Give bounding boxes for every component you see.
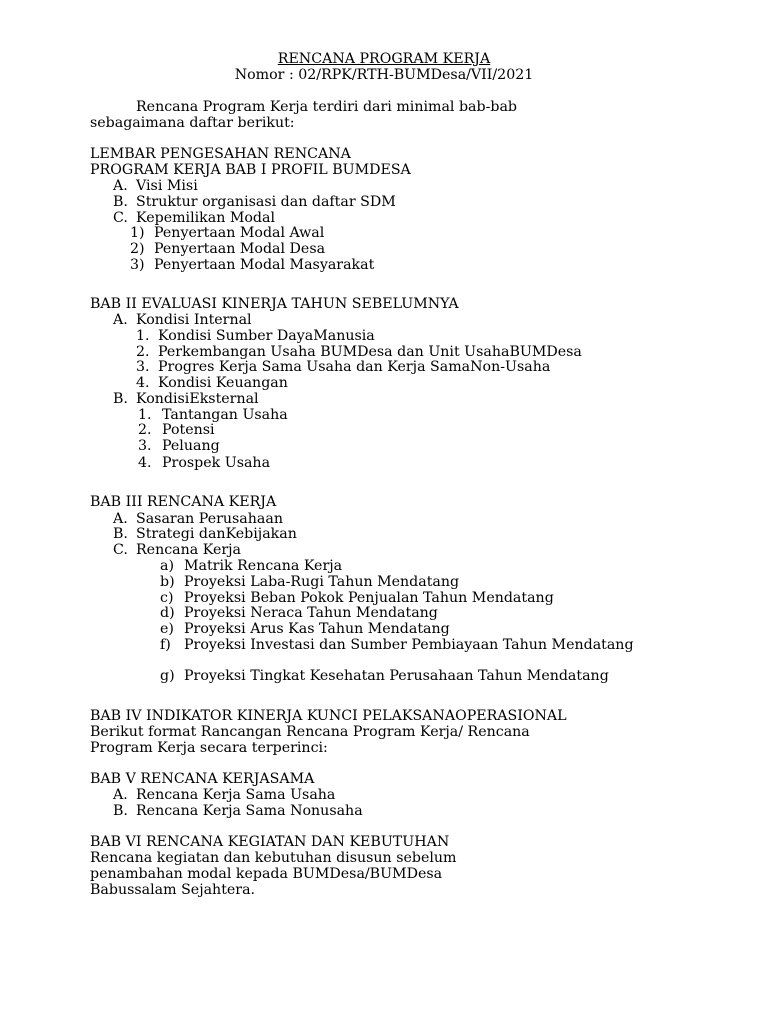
list-item: A. Visi Misi — [113, 178, 198, 194]
section6-body-line-1: Rencana kegiatan dan kebutuhan disusun sebelum — [90, 850, 457, 866]
list-item: B. Rencana Kerja Sama Nonusaha — [113, 803, 363, 819]
sub-list-item: 4. Kondisi Keuangan — [136, 375, 288, 391]
sub-list-item: 4. Prospek Usaha — [138, 455, 271, 471]
sub-list-item: 1. Kondisi Sumber DayaManusia — [136, 328, 375, 344]
list-item: C. Kepemilikan Modal — [113, 210, 276, 226]
document-number: Nomor : 02/RPK/RTH-BUMDesa/VII/2021 — [234, 67, 534, 83]
section4-body-line-1: Berikut format Rancangan Rencana Program Kerja/ Rencana — [90, 724, 530, 740]
sub-list-item: 1. Tantangan Usaha — [138, 407, 288, 423]
section4-heading: BAB IV INDIKATOR KINERJA KUNCI PELAKSANAOPERASIONAL — [90, 708, 567, 724]
sub-list-item: b) Proyeksi Laba-Rugi Tahun Mendatang — [160, 574, 460, 590]
sub-list-item: 2. Potensi — [138, 422, 215, 438]
sub-list-item: e) Proyeksi Arus Kas Tahun Mendatang — [160, 621, 450, 637]
sub-list-item: 2) Penyertaan Modal Desa — [130, 241, 326, 257]
sub-list-item: g) Proyeksi Tingkat Kesehatan Perusahaan Tahun Mendatang — [160, 668, 609, 684]
sub-list-item: 3) Penyertaan Modal Masyarakat — [130, 257, 375, 273]
list-item: B. Strategi danKebijakan — [113, 526, 297, 542]
section3-heading: BAB III RENCANA KERJA — [90, 494, 277, 510]
list-item: A. Sasaran Perusahaan — [113, 511, 283, 527]
sub-list-item-text: Proyeksi Investasi dan Sumber Pembiayaan Tahun Mendatang — [184, 637, 634, 653]
intro-line-1: Rencana Program Kerja terdiri dari minimal bab-bab — [136, 99, 518, 115]
section6-body-line-2: penambahan modal kepada BUMDesa/BUMDesa — [90, 866, 443, 882]
sub-list-item: 3. Peluang — [138, 438, 220, 454]
section4-body-line-2: Program Kerja secara terperinci: — [90, 740, 328, 756]
section6-heading: BAB VI RENCANA KEGIATAN DAN KEBUTUHAN — [90, 834, 450, 850]
list-item: A. Rencana Kerja Sama Usaha — [113, 787, 336, 803]
document-title: RENCANA PROGRAM KERJA — [277, 51, 491, 67]
sub-list-item: 3. Progres Kerja Sama Usaha dan Kerja SamaNon-Usaha — [136, 359, 551, 375]
sub-list-item: f) — [160, 637, 171, 653]
list-item: A. Kondisi Internal — [113, 312, 252, 328]
list-item: C. Rencana Kerja — [113, 542, 241, 558]
section1-heading-line-2: PROGRAM KERJA BAB I PROFIL BUMDESA — [90, 162, 411, 178]
sub-list-item: c) Proyeksi Beban Pokok Penjualan Tahun Mendatang — [160, 590, 554, 606]
section1-heading-line-1: LEMBAR PENGESAHAN RENCANA — [90, 146, 351, 162]
sub-list-item: 1) Penyertaan Modal Awal — [130, 225, 325, 241]
section6-body-line-3: Babussalam Sejahtera. — [90, 882, 256, 898]
sub-list-item: a) Matrik Rencana Kerja — [160, 558, 343, 574]
section2-heading: BAB II EVALUASI KINERJA TAHUN SEBELUMNYA — [90, 296, 459, 312]
list-item: B. KondisiEksternal — [113, 391, 259, 407]
list-item: B. Struktur organisasi dan daftar SDM — [113, 194, 396, 210]
sub-list-item: d) Proyeksi Neraca Tahun Mendatang — [160, 605, 438, 621]
intro-line-2: sebagaimana daftar berikut: — [90, 115, 295, 131]
sub-list-item: 2. Perkembangan Usaha BUMDesa dan Unit UsahaBUMDesa — [136, 344, 582, 360]
section5-heading: BAB V RENCANA KERJASAMA — [90, 771, 315, 787]
